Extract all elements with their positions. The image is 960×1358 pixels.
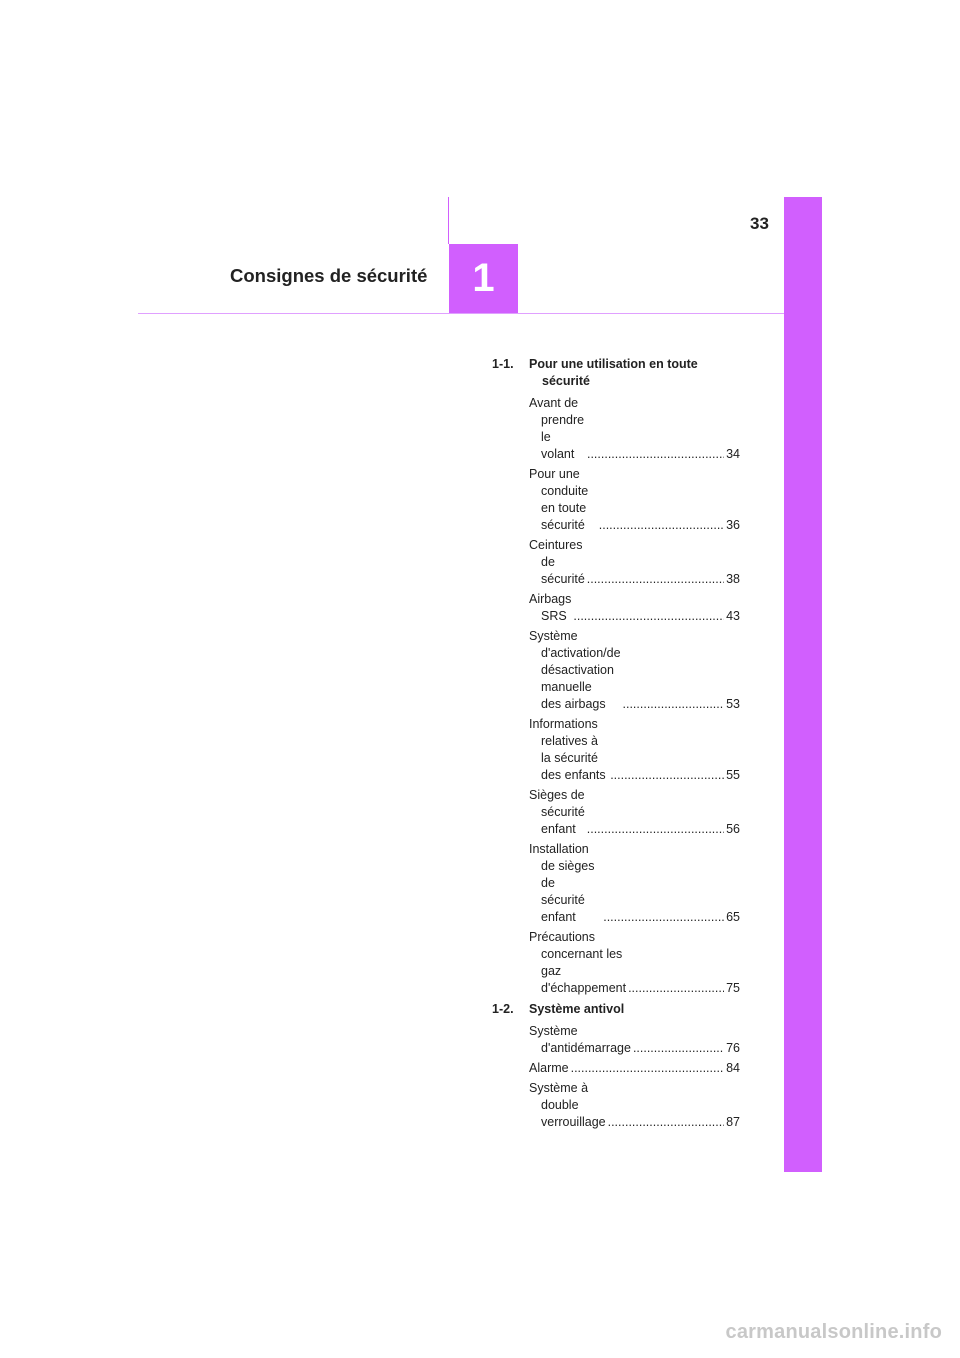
toc-entry[interactable]: [492, 591, 740, 625]
toc-leader-dots: [587, 446, 724, 463]
chapter-tab-strip: [784, 197, 822, 1172]
toc-entry[interactable]: [492, 628, 740, 713]
toc-section-number: 1-1.: [492, 357, 514, 371]
toc-section-heading[interactable]: [492, 356, 740, 390]
toc-entry-title: Sièges de sécurité enfant: [529, 788, 585, 836]
toc-section-title: Pour une utilisation en toute sécurité: [529, 357, 698, 388]
toc-entry-page: 38: [726, 572, 740, 586]
toc-entry-title: Airbags SRS: [529, 592, 572, 623]
toc-entry-page: 34: [726, 447, 740, 461]
header-divider-vertical: [448, 197, 449, 244]
toc-entry-page: 36: [726, 518, 740, 532]
toc-section-title: Système antivol: [529, 1002, 625, 1016]
toc-section: [492, 356, 740, 997]
toc-leader-dots: [610, 767, 724, 784]
toc-leader-dots: [603, 909, 724, 926]
page-number: 33: [750, 214, 769, 233]
toc-entry-page: 84: [726, 1061, 740, 1075]
toc-entry-page: 65: [726, 910, 740, 924]
toc-leader-dots: [633, 1040, 724, 1057]
toc-leader-dots: [587, 571, 724, 588]
toc-entry-title: Système d'antidémarrage: [529, 1024, 631, 1055]
toc-entry-page: 53: [726, 697, 740, 711]
toc-entry-page: 76: [726, 1041, 740, 1055]
toc-entry[interactable]: [492, 395, 740, 463]
toc-entry-page: 87: [726, 1115, 740, 1129]
toc-entry[interactable]: [492, 1060, 740, 1077]
table-of-contents: [492, 356, 740, 1135]
toc-section-heading[interactable]: [492, 1001, 740, 1018]
chapter-number-badge: 1: [449, 244, 518, 313]
toc-leader-dots: [571, 1060, 725, 1077]
toc-entry-title: Informations relatives à la sécurité des enfants: [529, 717, 606, 782]
toc-entry-page: 56: [726, 822, 740, 836]
toc-leader-dots: [599, 517, 724, 534]
toc-entry-title: Système d'activation/de désactivation manuelle des airbags: [529, 629, 621, 711]
toc-entry[interactable]: [492, 716, 740, 784]
toc-entry[interactable]: [492, 1023, 740, 1057]
watermark: carmanualsonline.info: [725, 1321, 942, 1343]
header-divider-horizontal: [138, 313, 784, 314]
toc-entry-page: 55: [726, 768, 740, 782]
toc-leader-dots: [573, 608, 724, 625]
toc-leader-dots: [608, 1114, 724, 1131]
toc-leader-dots: [623, 696, 725, 713]
toc-entry-title: Installation de sièges de sécurité enfant: [529, 842, 595, 924]
toc-entry[interactable]: [492, 1080, 740, 1131]
toc-entry[interactable]: [492, 466, 740, 534]
toc-entry-title: Alarme: [529, 1061, 569, 1075]
toc-section-number: 1-2.: [492, 1002, 514, 1016]
toc-entry[interactable]: [492, 841, 740, 926]
toc-section: [492, 1001, 740, 1131]
toc-entry[interactable]: [492, 537, 740, 588]
toc-entry-title: Avant de prendre le volant: [529, 396, 585, 461]
toc-entry-page: 43: [726, 609, 740, 623]
toc-leader-dots: [587, 821, 724, 838]
chapter-title: Consignes de sécurité: [230, 265, 428, 286]
toc-entry-title: Pour une conduite en toute sécurité: [529, 467, 589, 532]
toc-entry[interactable]: [492, 787, 740, 838]
toc-entry-title: Ceintures de sécurité: [529, 538, 585, 586]
toc-entry-title: Système à double verrouillage: [529, 1081, 606, 1129]
toc-leader-dots: [628, 980, 724, 997]
toc-entry-title: Précautions concernant les gaz d'échappement: [529, 930, 627, 995]
toc-entry-page: 75: [726, 981, 740, 995]
toc-entry[interactable]: [492, 929, 740, 997]
